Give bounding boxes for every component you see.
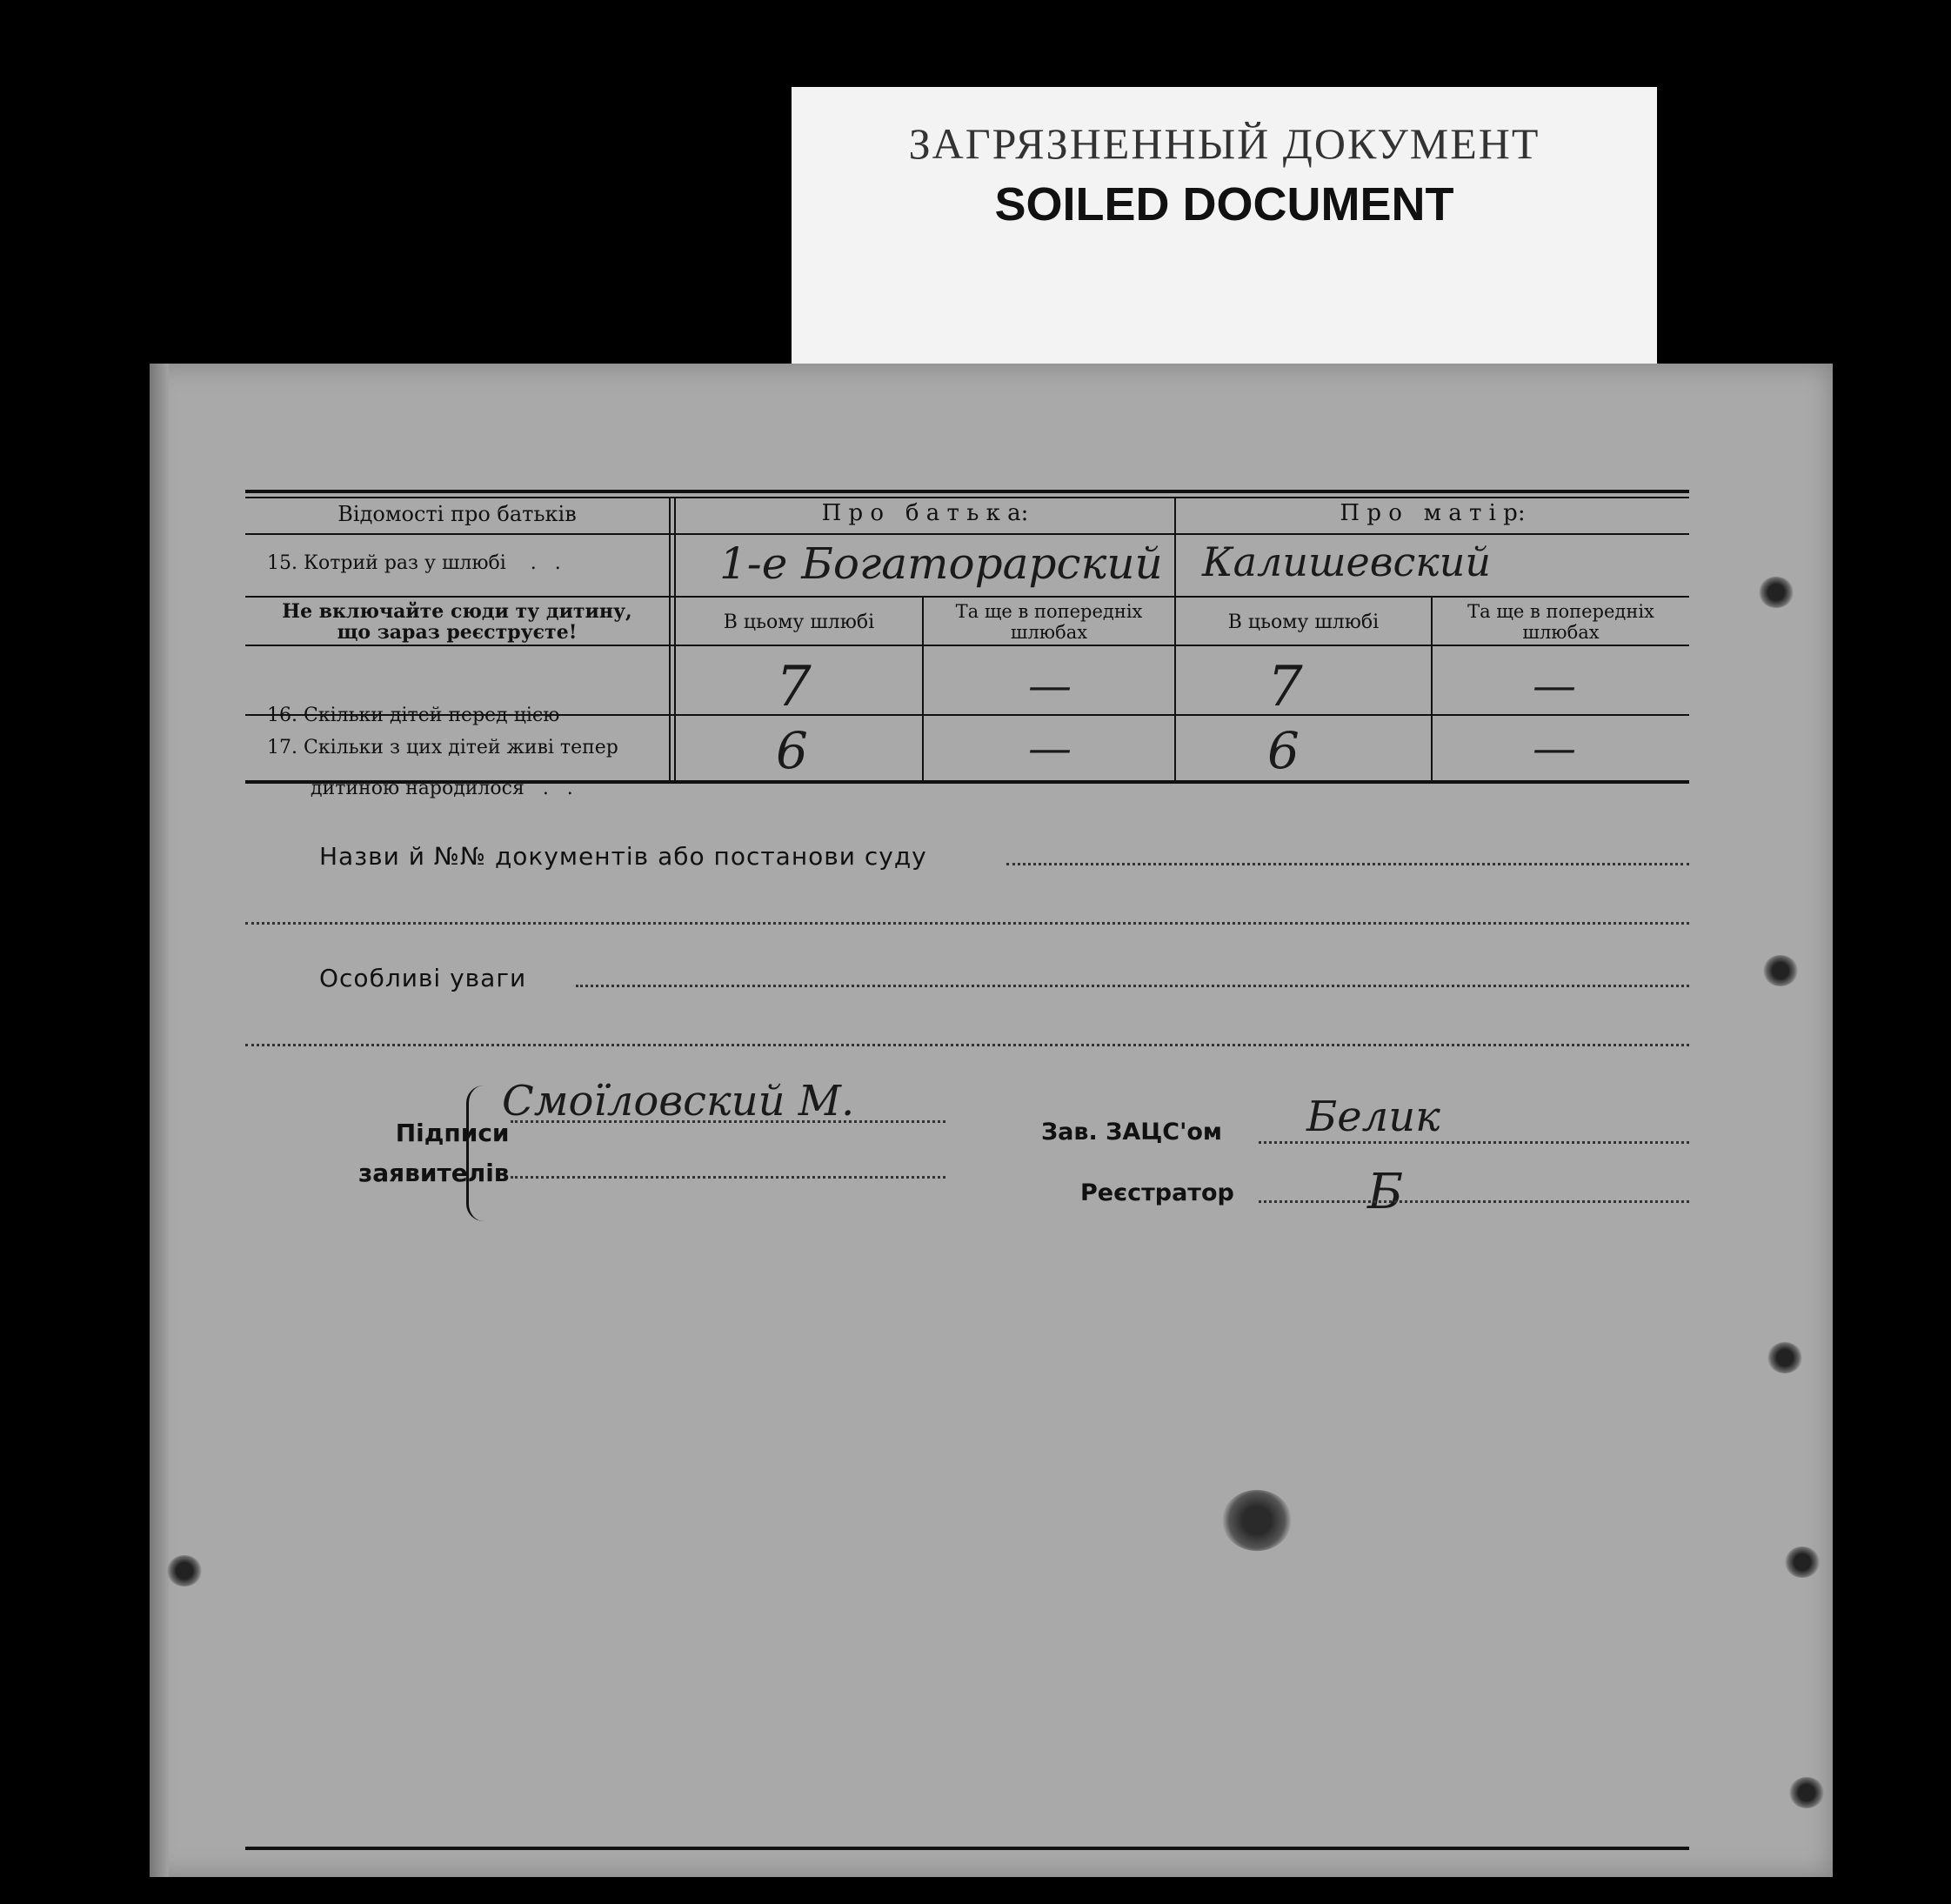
- page-damage: [1759, 577, 1794, 608]
- page-edge: [150, 364, 169, 1877]
- remarks-label: Особливі уваги: [319, 964, 527, 992]
- signature-brace: [466, 1086, 490, 1221]
- row15-father-value: 1-е Богаторарский: [719, 538, 1163, 589]
- row16-line-1: 16. Скільки дітей перед цією: [267, 705, 560, 726]
- applicant-sig-line-2: [511, 1176, 945, 1179]
- mother-this-marriage-header: В цьому шлюбі: [1227, 611, 1380, 633]
- mother-previous-marriages-header: [1433, 601, 1689, 643]
- row15-mother-value: Калишевский: [1202, 538, 1491, 585]
- row16-mother-this: 7: [1267, 655, 1303, 719]
- documents-line: [1006, 863, 1689, 865]
- row17-father-this: 6: [776, 721, 808, 780]
- head-signature: Белик: [1306, 1092, 1440, 1141]
- row17-mother-this: 6: [1267, 721, 1300, 780]
- row15-label: 15. Котрий раз у шлюбі . .: [267, 552, 561, 574]
- document-page: [150, 364, 1833, 1877]
- remarks-line-2: [245, 1044, 1689, 1046]
- table-rule: [245, 645, 1689, 646]
- table-rule: [245, 533, 1689, 535]
- applicants-line-2: заявителів: [358, 1159, 510, 1187]
- prev-line-1: Та ще в попередніх: [955, 601, 1143, 622]
- row16-father-prev: —: [1028, 660, 1072, 711]
- table-top-rule: [245, 490, 1689, 493]
- table-top-rule-thin: [245, 497, 1689, 498]
- row17-father-prev: —: [1028, 723, 1072, 773]
- head-sig-line: [1259, 1141, 1689, 1144]
- table-col-rule: [674, 497, 676, 780]
- page-damage: [1763, 955, 1798, 986]
- row16-father-this: 7: [776, 655, 812, 719]
- header-parents-info: Відомості про батьків: [337, 502, 577, 526]
- row16-line-2: дитиною народилося . .: [311, 778, 573, 799]
- father-this-marriage-header: В цьому шлюбі: [723, 611, 875, 633]
- applicants-line-1: Підписи: [395, 1119, 510, 1147]
- head-zags-label: Зав. ЗАЦС'ом: [1041, 1119, 1222, 1146]
- header-about-mother: П р о м а т і р:: [1340, 500, 1526, 526]
- label-title-ru: ЗАГРЯЗНЕННЫЙ ДОКУМЕНТ: [908, 119, 1540, 168]
- row17-mother-prev: —: [1533, 723, 1576, 773]
- page-bottom-rule: [245, 1847, 1689, 1850]
- ink-stain: [1222, 1490, 1292, 1551]
- page-damage: [1767, 1342, 1802, 1373]
- note-line-1: Не включайте сюди ту дитину,: [282, 600, 632, 623]
- prev-line-1: Та ще в попередніх: [1467, 601, 1654, 622]
- row17-label: 17. Скільки з цих дітей живі тепер: [267, 737, 618, 758]
- father-previous-marriages-header: [924, 601, 1174, 643]
- row16-mother-prev: —: [1533, 660, 1576, 711]
- parents-table: [245, 490, 1689, 803]
- table-col-rule: [1174, 497, 1176, 780]
- prev-line-2: шлюбах: [1522, 622, 1600, 643]
- registrar-sig-line: [1259, 1200, 1689, 1203]
- documents-label: Назви й №№ документів або постанови суду: [319, 842, 927, 871]
- registrar-label: Реєстратор: [1080, 1179, 1234, 1206]
- note-line-2: що зараз реєструєте!: [337, 621, 578, 644]
- applicant-sig-line: [511, 1120, 945, 1123]
- note-exclude-child: [245, 601, 669, 643]
- page-damage: [1785, 1547, 1820, 1578]
- table-rule: [245, 596, 1689, 598]
- documents-line-2: [245, 922, 1689, 925]
- page-damage: [1789, 1777, 1824, 1808]
- table-col-rule: [669, 497, 671, 780]
- page-damage: [167, 1555, 202, 1587]
- remarks-line: [576, 985, 1689, 987]
- header-about-father: П р о б а т ь к а:: [821, 500, 1029, 526]
- registrar-signature: Б: [1367, 1164, 1404, 1220]
- soiled-document-label: [792, 87, 1657, 365]
- prev-line-2: шлюбах: [1010, 622, 1088, 643]
- applicant-signature: Смоїловский М.: [502, 1077, 855, 1126]
- label-title-en: SOILED DOCUMENT: [994, 178, 1454, 230]
